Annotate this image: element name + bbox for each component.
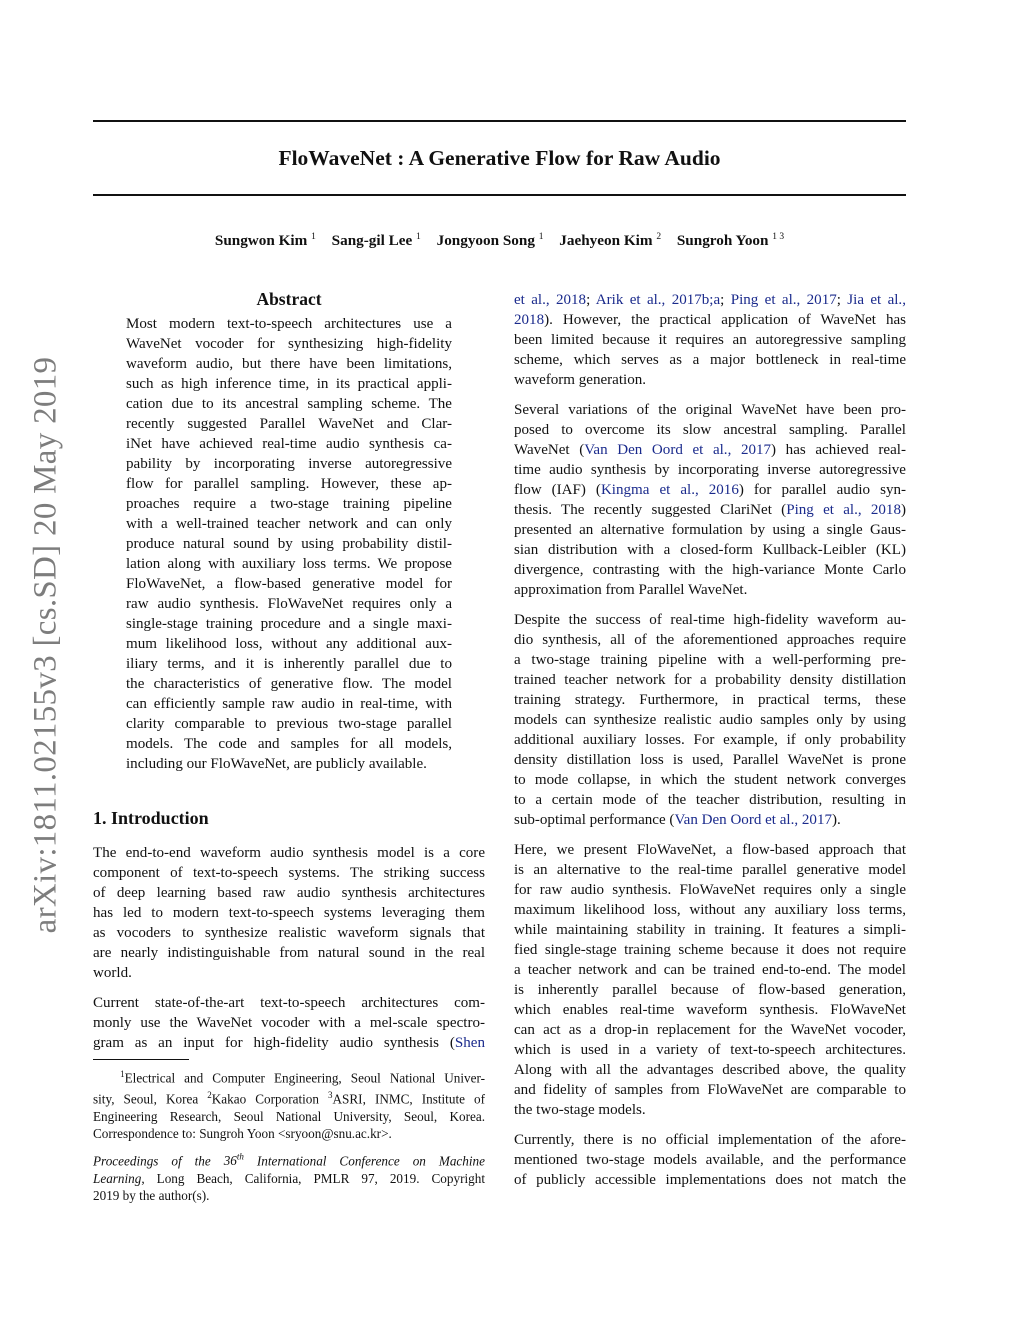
author: Sungroh Yoon $^{1 3}$: [676, 232, 785, 250]
text-line: posed to overcome its slow ancestral sampling. Parallel: [514, 422, 906, 438]
text-line: Currently, there is no official implementation of the afore-: [514, 1132, 906, 1148]
text-line: maximum likelihood loss, without any auxiliary loss terms,: [514, 902, 906, 918]
abstract-line: clarity comparable to previous two-stage parallel: [126, 716, 452, 732]
citation-link[interactable]: Shen: [454, 1035, 485, 1051]
text-line: Current state-of-the-art text-to-speech architectures com-: [93, 995, 485, 1011]
abstract-line: such as high inference time, in its practical appli-: [126, 376, 452, 392]
text-line: can act as a drop-in replacement for the WaveNet vocoder,: [514, 1022, 906, 1038]
text-line: and fidelity of samples from FloWaveNet are comparable to: [514, 1082, 906, 1098]
abstract-line: Most modern text-to-speech architectures use a: [126, 316, 452, 332]
text-line: presented an alternative formulation by using a single Gaus-: [514, 522, 906, 538]
abstract-line: produce natural sound by using probability distil-: [126, 536, 452, 552]
title-top-rule: [93, 120, 906, 122]
abstract-line: iliary terms, and it is inherently parallel due to: [126, 656, 452, 672]
author-list: [93, 232, 906, 250]
text-line: monly use the WaveNet vocoder with a mel-scale spectro-: [93, 1015, 485, 1031]
proceedings-note: [93, 1149, 485, 1205]
text-line: sian distribution with a closed-form Kullback-Leibler (KL): [514, 542, 906, 558]
author: Jaehyeon Kim $^2$: [559, 232, 662, 250]
abstract-line: can efficiently sample raw audio in real-time, with: [126, 696, 452, 712]
text-line: training strategy. Furthermore, in practical terms, these: [514, 692, 906, 708]
text-line: for raw audio synthesis. FloWaveNet requires only a single: [514, 882, 906, 898]
citation-link[interactable]: Arik et al., 2017b;a: [595, 292, 721, 308]
abstract-line: proaches require a two-stage training pipeline: [126, 496, 452, 512]
text-line: approximation from Parallel WaveNet.: [514, 582, 748, 598]
text-line: are nearly indistinguishable from natural sound in the real: [93, 945, 485, 961]
text-line: of deep learning based raw audio synthesis architectures: [93, 885, 485, 901]
citation-link[interactable]: et al., 2018: [514, 292, 587, 308]
text-line: been limited because it requires an autoregressive sampling: [514, 332, 906, 348]
abstract-line: iNet have achieved real-time audio synthesis ca-: [126, 436, 452, 452]
abstract-line: with a well-trained teacher network and can only: [126, 516, 452, 532]
text-line: is inherently parallel because of flow-based generation,: [514, 982, 906, 998]
footnote-line: Correspondence to: Sungroh Yoon <sryoon@snu.ac.kr>.: [93, 1126, 392, 1142]
text-line: thesis. The recently suggested ClariNet (Ping et al., 2018): [514, 502, 906, 518]
citation-link[interactable]: 2018: [514, 312, 545, 328]
author: Sang-gil Lee $^1$: [331, 232, 421, 250]
abstract-line: the characteristics of generative flow. The model: [126, 676, 452, 692]
citation-link[interactable]: Van Den Oord et al., 2017: [584, 442, 772, 458]
text-line: which is used in a variety of text-to-speech architectures.: [514, 1042, 906, 1058]
abstract-line: including our FloWaveNet, are publicly available.: [126, 756, 427, 772]
abstract-line: flow for parallel sampling. However, these ap-: [126, 476, 452, 492]
text-line: flow (IAF) (Kingma et al., 2016) for parallel audio syn-: [514, 482, 906, 498]
text-line: mentioned two-stage models available, and the performance: [514, 1152, 906, 1168]
author: Sungwon Kim $^1$: [214, 232, 316, 250]
abstract-line: lation along with auxiliary loss terms. We propose: [126, 556, 452, 572]
citation-link[interactable]: Van Den Oord et al., 2017: [674, 812, 832, 828]
text-line: which enables real-time waveform synthesis. FloWaveNet: [514, 1002, 906, 1018]
text-line: models can synthesize realistic audio samples only by using: [514, 712, 906, 728]
abstract-line: cation due to its ancestral sampling scheme. The: [126, 396, 452, 412]
text-line: world.: [93, 965, 132, 981]
citation-link[interactable]: Jia et al.,: [847, 292, 906, 308]
footnote-line: Proceedings of the 36th International Conference on Machine: [93, 1152, 485, 1169]
abstract-heading: Abstract: [256, 289, 322, 309]
abstract-line: pability by incorporating inverse autoregressive: [126, 456, 452, 472]
abstract-line: single-stage training procedure and a single maxi-: [126, 616, 452, 632]
text-line: scheme, which serves as a major bottleneck in real-time: [514, 352, 906, 368]
text-line: 2018). However, the practical application of WaveNet has: [514, 312, 906, 328]
left-column-text: [93, 843, 485, 1053]
abstract-line: waveform audio, but there have been limitations,: [126, 356, 452, 372]
text-line: additional auxiliary losses. For example, if only probability: [514, 732, 906, 748]
citation-link[interactable]: Ping et al., 2018: [786, 502, 901, 518]
text-line: time audio synthesis by incorporating inverse autoregressive: [514, 462, 906, 478]
text-line: Here, we present FloWaveNet, a flow-based approach that: [514, 842, 906, 858]
right-column-text: [514, 290, 906, 1190]
text-line: Despite the success of real-time high-fidelity waveform au-: [514, 612, 906, 628]
abstract-line: WaveNet vocoder for synthesizing high-fidelity: [126, 336, 452, 352]
affiliation-footnote: [93, 1066, 485, 1143]
text-line: dio synthesis, all of the aforementioned approaches require: [514, 632, 906, 648]
text-line: a two-stage training pipeline with a well-performing pre-: [514, 652, 906, 668]
text-line: to a certain mode of the teacher distribution, resulting in: [514, 792, 906, 808]
paper-title: FloWaveNet : A Generative Flow for Raw Audio: [278, 146, 721, 170]
text-line: The end-to-end waveform audio synthesis model is a core: [93, 845, 485, 861]
text-line: while maintaining stability in training. It features a simpli-: [514, 922, 906, 938]
footnote-rule: [93, 1059, 189, 1060]
text-line: has led to modern text-to-speech systems leveraging them: [93, 905, 485, 921]
text-line: sub-optimal performance (Van Den Oord et al., 2017).: [514, 812, 841, 828]
footnote-line: sity, Seoul, Korea $^2$Kakao Corporation $^3$ASRI, INMC, Institute of: [93, 1089, 486, 1107]
footnote-line: 2019 by the author(s).: [93, 1188, 210, 1204]
title-bottom-rule: [93, 194, 906, 196]
text-line: the two-stage models.: [514, 1102, 646, 1118]
footnote-line: Learning, Long Beach, California, PMLR 97, 2019. Copyright: [93, 1170, 485, 1186]
text-line: waveform generation.: [514, 372, 647, 388]
text-line: Several variations of the original WaveNet have been pro-: [514, 402, 906, 418]
citation-link[interactable]: Ping et al., 2017: [730, 292, 837, 308]
citation-link[interactable]: Kingma et al., 2016: [600, 482, 739, 498]
author: Jongyoon Song $^1$: [436, 232, 544, 250]
text-line: to mode collapse, in which the student network converges: [514, 772, 906, 788]
footnote-line: $^1$Electrical and Computer Engineering, Seoul National Univer-: [120, 1069, 486, 1086]
text-line: fied single-stage training scheme because it does not require: [514, 942, 906, 958]
text-line: gram as an input for high-fidelity audio synthesis (Shen: [93, 1035, 485, 1051]
footnote-line: Engineering Research, Seoul National University, Seoul, Korea.: [93, 1108, 485, 1124]
text-line: of publicly accessible implementations does not match the: [514, 1172, 906, 1188]
text-line: is an alternative to the real-time parallel generative model: [514, 862, 906, 878]
text-line: divergence, contrasting with the high-variance Monte Carlo: [514, 562, 906, 578]
abstract-line: recently suggested Parallel WaveNet and Clar-: [126, 416, 452, 432]
text-line: WaveNet (Van Den Oord et al., 2017) has achieved real-: [514, 442, 906, 458]
text-line: a teacher network and can be trained end-to-end. The model: [514, 962, 906, 978]
abstract-line: FloWaveNet, a flow-based generative model for: [126, 576, 452, 592]
abstract-line: raw audio synthesis. FloWaveNet requires only a: [126, 596, 452, 612]
abstract-line: models. The code and samples for all models,: [126, 736, 452, 752]
section-heading-introduction: 1. Introduction: [93, 808, 209, 828]
text-line: component of text-to-speech systems. The striking success: [93, 865, 485, 881]
text-line: as vocoders to synthesize realistic waveform signals that: [93, 925, 485, 941]
abstract-body: [126, 314, 452, 774]
text-line: et al., 2018; Arik et al., 2017b;a; Ping et al., 2017; Jia et al.,: [514, 292, 906, 308]
text-line: density distillation loss is used, Parallel WaveNet is prone: [514, 752, 906, 768]
text-line: Along with all the advantages described above, the quality: [514, 1062, 906, 1078]
abstract-line: mum likelihood loss, without any additional aux-: [126, 636, 452, 652]
text-line: trained teacher network for a probability density distillation: [514, 672, 906, 688]
